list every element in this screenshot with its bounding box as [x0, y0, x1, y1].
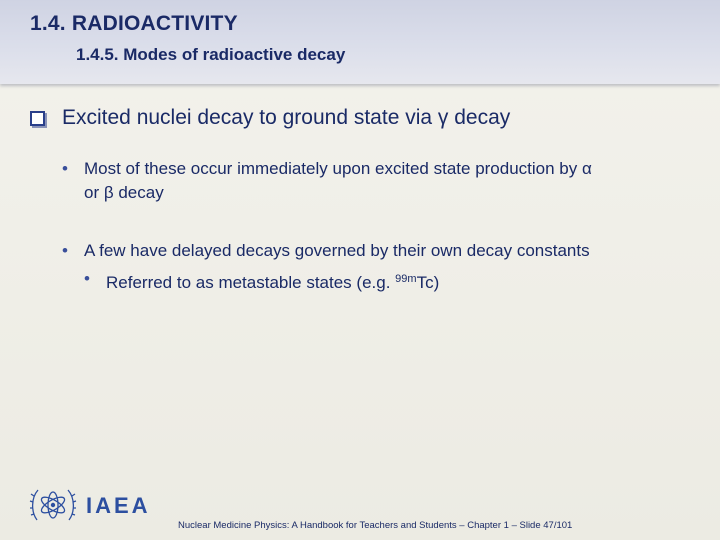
sub-bullet-text: Referred to as metastable states (e.g.	[106, 273, 396, 292]
sub-bullet-item	[84, 267, 440, 295]
bullet-text-line: Most of these occur immediately upon excited state production by α	[84, 159, 592, 178]
bullet-dot-icon: •	[84, 269, 90, 288]
main-bullet-text: Excited nuclei decay to ground state via γ decay	[62, 106, 511, 129]
iaea-emblem-icon	[28, 484, 78, 528]
iaea-logo	[28, 484, 151, 528]
bullet-dot-icon: •	[62, 159, 68, 178]
main-bullet	[30, 106, 510, 130]
bullet-text-line: or β decay	[84, 183, 164, 202]
isotope-symbol: Tc)	[416, 273, 440, 292]
bullet-item	[62, 157, 592, 205]
slide-title: 1.4. RADIOACTIVITY	[30, 12, 238, 35]
bullet-dot-icon: •	[62, 241, 68, 260]
isotope-superscript: 99m	[395, 273, 417, 285]
checkbox-bullet-icon	[30, 111, 45, 126]
slide-subtitle: 1.4.5. Modes of radioactive decay	[76, 45, 346, 64]
slide-header	[0, 0, 720, 84]
bullet-text-line: A few have delayed decays governed by their own decay constants	[84, 241, 590, 260]
slide-footer: Nuclear Medicine Physics: A Handbook for Teachers and Students – Chapter 1 – Slide 47/101	[178, 520, 573, 531]
bullet-item	[62, 239, 590, 263]
iaea-logo-text: IAEA	[86, 493, 151, 518]
